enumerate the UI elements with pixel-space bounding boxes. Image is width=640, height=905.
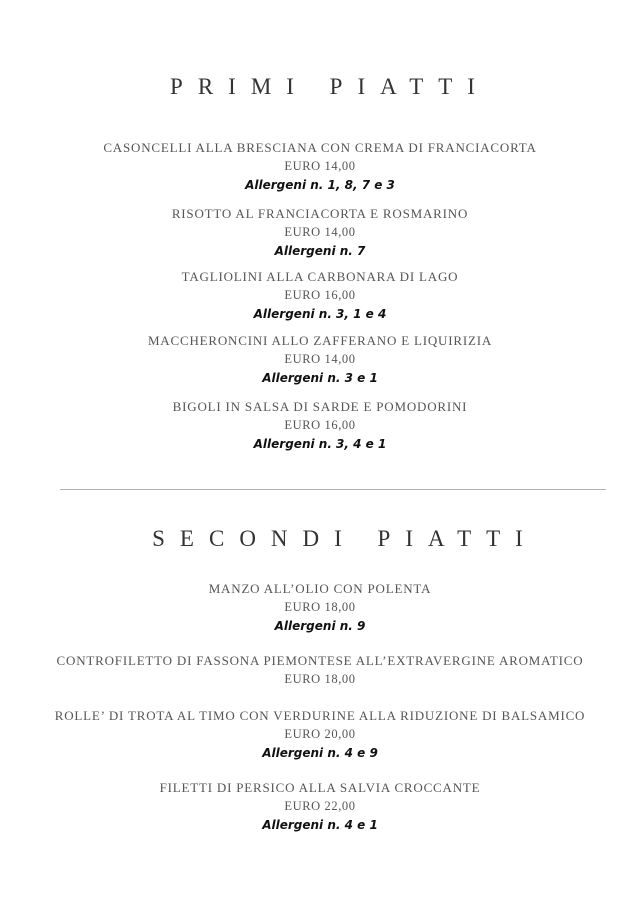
dish-name: BIGOLI IN SALSA DI SARDE E POMODORINI [172, 399, 468, 414]
menu-item [0, 580, 640, 635]
menu-item [0, 332, 640, 387]
dish-price: EURO 14,00 [284, 225, 356, 239]
dish-allergens: Allergeni n. 3, 4 e 1 [253, 437, 387, 451]
dish-price: EURO 20,00 [284, 727, 356, 741]
menu-item [0, 205, 640, 260]
dish-price: EURO 18,00 [284, 600, 356, 614]
dish-name: CASONCELLI ALLA BRESCIANA CON CREMA DI FRANCIACORTA [103, 140, 537, 155]
menu-item [0, 707, 640, 762]
dish-name: FILETTI DI PERSICO ALLA SALVIA CROCCANTE [159, 780, 481, 795]
dish-price: EURO 22,00 [284, 799, 356, 813]
menu-item [0, 139, 640, 194]
dish-allergens: Allergeni n. 9 [274, 619, 366, 633]
dish-allergens: Allergeni n. 3 e 1 [262, 371, 378, 385]
primi-piatti-title: PRIMI PIATTI [170, 74, 490, 99]
menu-item [0, 268, 640, 323]
menu-item [0, 652, 640, 688]
dish-price: EURO 14,00 [284, 159, 356, 173]
dish-allergens: Allergeni n. 4 e 9 [262, 746, 378, 760]
dish-price: EURO 18,00 [284, 672, 356, 686]
dish-name: MANZO ALL’OLIO CON POLENTA [208, 581, 432, 596]
dish-allergens: Allergeni n. 1, 8, 7 e 3 [245, 178, 395, 192]
dish-allergens: Allergeni n. 3, 1 e 4 [253, 307, 387, 321]
secondi-piatti-title: SECONDI PIATTI [152, 526, 538, 551]
dish-name: MACCHERONCINI ALLO ZAFFERANO E LIQUIRIZIA [147, 333, 493, 348]
menu-item [0, 779, 640, 834]
dish-price: EURO 16,00 [284, 418, 356, 432]
dish-price: EURO 16,00 [284, 288, 356, 302]
dish-price: EURO 14,00 [284, 352, 356, 366]
dish-allergens: Allergeni n. 7 [274, 244, 366, 258]
dish-name: RISOTTO AL FRANCIACORTA E ROSMARINO [171, 206, 469, 221]
dish-name: ROLLE’ DI TROTA AL TIMO CON VERDURINE ALLA RIDUZIONE DI BALSAMICO [54, 708, 586, 723]
dish-allergens: Allergeni n. 4 e 1 [262, 818, 378, 832]
dish-name: CONTROFILETTO DI FASSONA PIEMONTESE ALL’EXTRAVERGINE AROMATICO [56, 653, 584, 668]
section-divider [60, 489, 606, 490]
menu-item [0, 398, 640, 453]
dish-name: TAGLIOLINI ALLA CARBONARA DI LAGO [181, 269, 459, 284]
